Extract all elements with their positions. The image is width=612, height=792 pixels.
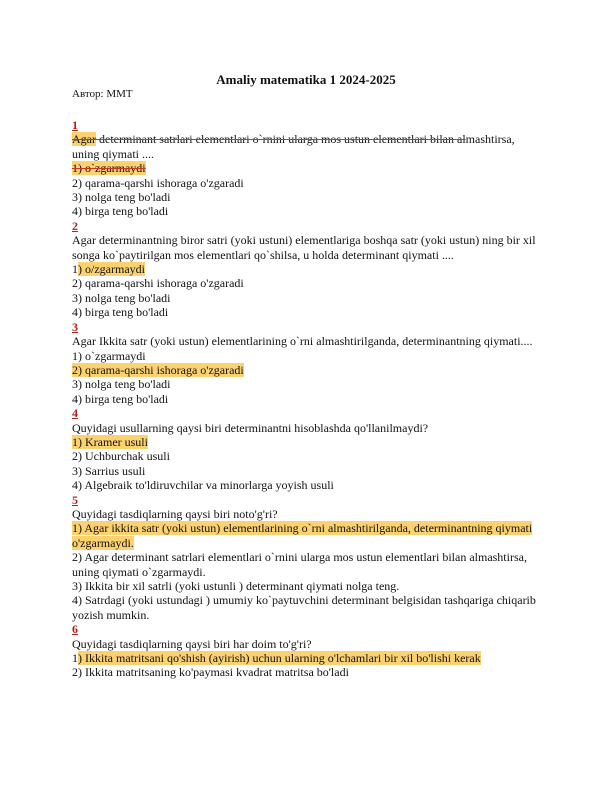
question-block [72, 406, 544, 492]
question-list [72, 118, 544, 680]
answer-option: 3) nolga teng bo'ladi [72, 377, 171, 392]
answer-option: 2) Uchburchak usuli [72, 449, 170, 464]
question-text: Quyidagi tasdiqlarning qaysi biri har doim to'g'ri? [72, 636, 312, 651]
answer-option: 3) nolga teng bo'ladi [72, 190, 171, 205]
question-text: Quyidagi tasdiqlarning qaysi biri noto'g'ri? [72, 506, 278, 521]
question-block [72, 118, 544, 219]
answer-option: 2) qarama-qarshi ishoraga o'zgaradi [72, 276, 244, 291]
answer-option: 4) birga teng bo'ladi [72, 391, 169, 406]
question-number: 5 [72, 492, 78, 507]
question-block [72, 622, 544, 680]
answer-option: 2) qarama-qarshi ishoraga o'zgaradi [72, 175, 244, 190]
answer-option: 2) Ikkita matritsaning ko'paymasi kvadrat matritsa bo'ladi [72, 665, 349, 680]
document-title: Amaliy matematika 1 2024-2025 [216, 72, 396, 87]
answer-option: 1) o`zgarmaydi [72, 348, 146, 363]
answer-option: 1) Kramer usuli [72, 434, 148, 449]
answer-option: 1) Ikkita matritsani qo'shish (ayirish) uchun ularning o'lchamlari bir xil bo'lishi kerak [72, 651, 481, 666]
question-text: Agar determinant satrlari elementlari o`rnini ularga mos ustun elementlari bilan almashtirsa, uning qiymati .... [72, 132, 515, 161]
answer-option: 4) Satrdagi (yoki ustundagi ) umumiy ko`paytuvchini determinant belgisidan tashqariga chiqarib yozish mumkin. [72, 593, 536, 622]
answer-option: 2) Agar determinant satrlari elementlari o`rnini ularga mos ustun elementlari bilan almashtirsa, uning qiymati o`zgarmaydi. [72, 550, 527, 579]
question-number: 1 [72, 118, 78, 132]
question-text: Agar determinantning biror satri (yoki ustuni) elementlariga boshqa satr (yoki ustun) ning bir xil songa ko`paytirilgan mos elementlari qo`shilsa, u holda determinant qiymati .... [72, 233, 536, 262]
question-block [72, 219, 544, 320]
answer-option: 4) Algebraik to'ldiruvchilar va minorlarga yoyish usuli [72, 478, 334, 493]
answer-option: 4) birga teng bo'ladi [72, 204, 169, 219]
question-block [72, 320, 544, 406]
answer-option: 3) Ikkita bir xil satrli (yoki ustunli ) determinant qiymati nolga teng. [72, 579, 400, 593]
question-text: Quyidagi usullarning qaysi biri determinantni hisoblashda qo'llanilmaydi? [72, 420, 429, 435]
answer-option: 4) birga teng bo'ladi [72, 305, 169, 320]
answer-option: 3) nolga teng bo'ladi [72, 290, 171, 305]
question-number: 6 [72, 622, 78, 637]
answer-option: 2) qarama-qarshi ishoraga o'zgaradi [72, 362, 244, 377]
answer-option: 1) o`zgarmaydi [72, 161, 146, 176]
question-number: 4 [72, 406, 78, 421]
question-number: 2 [72, 218, 78, 233]
document-author: Автор: MMT [72, 88, 133, 100]
question-block [72, 493, 544, 623]
answer-option: 1) o/zgarmaydi [72, 262, 145, 277]
answer-option: 1) Agar ikkita satr (yoki ustun) elementlarining o`rni almashtirilganda, determinantning qiymati o'zgarmaydi. [72, 521, 533, 550]
question-text: Agar Ikkita satr (yoki ustun) elementlarining o`rni almashtirilganda, determinantning qiymati.... [72, 334, 533, 349]
question-number: 3 [72, 319, 78, 334]
answer-option: 3) Sarrius usuli [72, 463, 146, 478]
